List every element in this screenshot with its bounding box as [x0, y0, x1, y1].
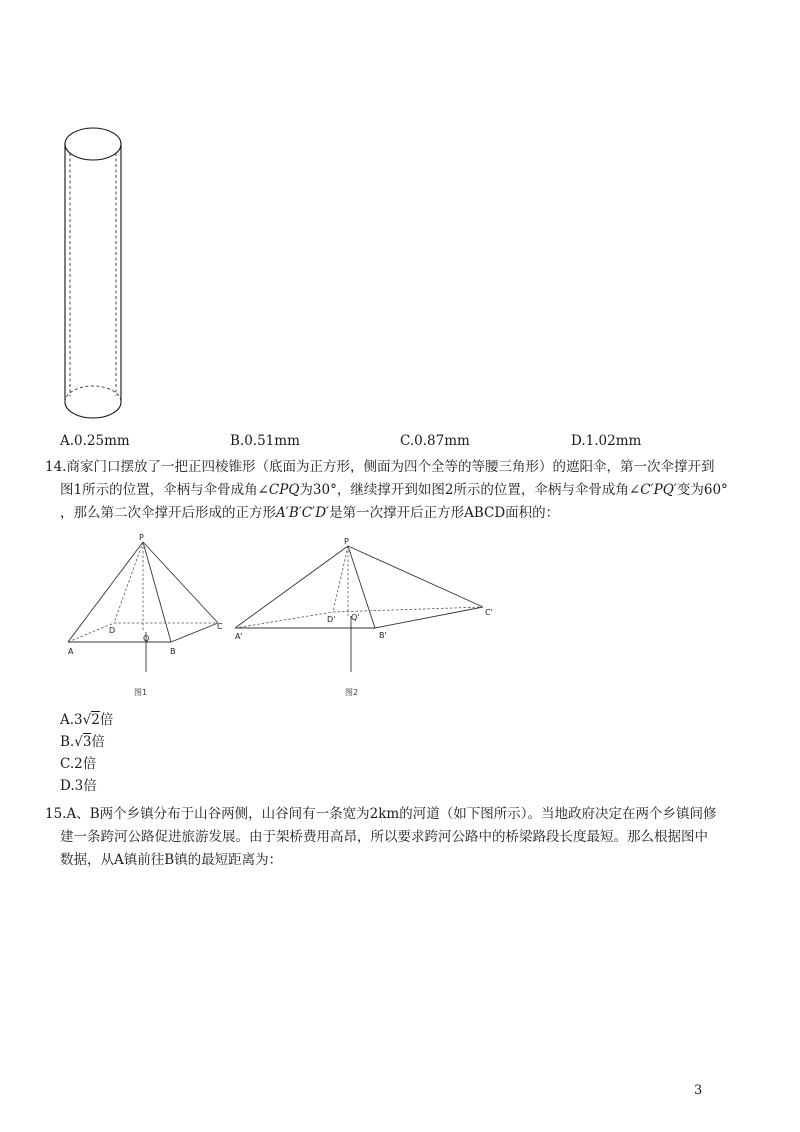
fig2-edge-ad-dash: [235, 612, 336, 628]
fig1-edge-bc: [171, 623, 218, 642]
fig2-caption: 图2: [345, 688, 359, 697]
fig2-edge-pc: [348, 546, 483, 607]
q13-option-b: B.0.51mm: [230, 433, 300, 449]
q14-line-2: [60, 479, 728, 501]
q15-line-2: 建一条跨河公路促进旅游发展。由于架桥费用高昂，所以要求跨河公路中的桥梁路段长度最短。那么根据图中: [60, 829, 708, 845]
fig2-label-d: D': [327, 615, 336, 624]
q13-option-d: D.1.02mm: [571, 433, 642, 449]
q15-line-3: 数据，从A镇前往B镇的最短距离为：: [60, 852, 283, 868]
cylinder-bottom-back-dash: [65, 386, 121, 402]
fig1-label-d: D: [109, 626, 116, 635]
q14-option-a-radicand: 2: [91, 712, 100, 728]
fig2-label-q: Q': [351, 613, 360, 622]
q14-line-2a: 图1所示的位置，伞柄与伞骨成角: [60, 482, 258, 498]
q14-option-a-suffix: 倍: [99, 712, 114, 728]
fig2-label-c: C': [485, 608, 493, 617]
pyramid-figure-1: [60, 530, 235, 675]
fig1-edge-pa: [68, 542, 143, 642]
q14-option-a-prefix: A.3: [60, 712, 83, 728]
fig2-label-a: A': [235, 632, 243, 641]
q14-option-d: D.3倍: [60, 778, 97, 794]
fig2-edge-pd-dash: [333, 546, 348, 612]
q14-option-a: [60, 709, 113, 731]
q14-option-b-radicand: 3: [82, 734, 92, 750]
fig1-caption: 图1: [134, 688, 148, 697]
fig1-label-c: C: [217, 622, 223, 631]
square-a2b2c2d2: A′B′C′D′: [276, 505, 330, 521]
q15-line-1: 15.A、B两个乡镇分布于山谷两侧，山谷间有一条宽为2km的河道（如下图所示）。当地政府决定在两个乡镇间修: [45, 806, 717, 822]
fig1-label-a: A: [68, 647, 74, 656]
q14-line-2c: 变为60°: [676, 482, 728, 498]
q14-line-3: [60, 502, 559, 524]
q13-option-a: A.0.25mm: [60, 433, 130, 449]
q14-option-b-prefix: B.: [60, 734, 75, 750]
cylinder-top-ellipse: [65, 128, 121, 160]
sqrt-symbol: √: [74, 734, 83, 750]
q14-line-3b: 是第一次撑开后正方形ABCD面积的：: [329, 505, 560, 521]
q14-line-1: 14.商家门口摆放了一把正四棱锥形（底面为正方形，侧面为四个全等的等腰三角形）的遮阳伞，第一次伞撑开到: [45, 459, 715, 475]
fig2-edge-bc: [375, 607, 483, 628]
page-number: 3: [694, 1083, 703, 1098]
q14-option-c: C.2倍: [60, 756, 97, 772]
angle-c2pq2: ∠C′PQ′: [628, 482, 677, 498]
q14-option-b-suffix: 倍: [91, 734, 105, 750]
fig2-label-p: P: [344, 537, 349, 546]
fig1-label-p: P: [139, 533, 144, 542]
fig2-label-b: B': [379, 631, 387, 640]
q14-line-2b: 为30°，继续撑开到如图2所示的位置，伞柄与伞骨成角: [299, 482, 629, 498]
q14-line-3a: ，那么第二次伞撑开后形成的正方形: [60, 505, 276, 521]
sqrt-symbol: √: [82, 712, 92, 728]
cylinder-bottom-front: [65, 402, 121, 418]
angle-cpq: ∠CPQ: [257, 482, 300, 498]
cylinder-figure: [55, 120, 140, 425]
q14-option-b: [60, 731, 105, 753]
pyramid-figure-2: [230, 530, 500, 675]
q13-option-c: C.0.87mm: [400, 433, 470, 449]
fig1-edge-pd-dash: [114, 542, 143, 623]
fig1-label-b: B: [170, 647, 176, 656]
fig1-label-q: Q: [143, 634, 150, 643]
